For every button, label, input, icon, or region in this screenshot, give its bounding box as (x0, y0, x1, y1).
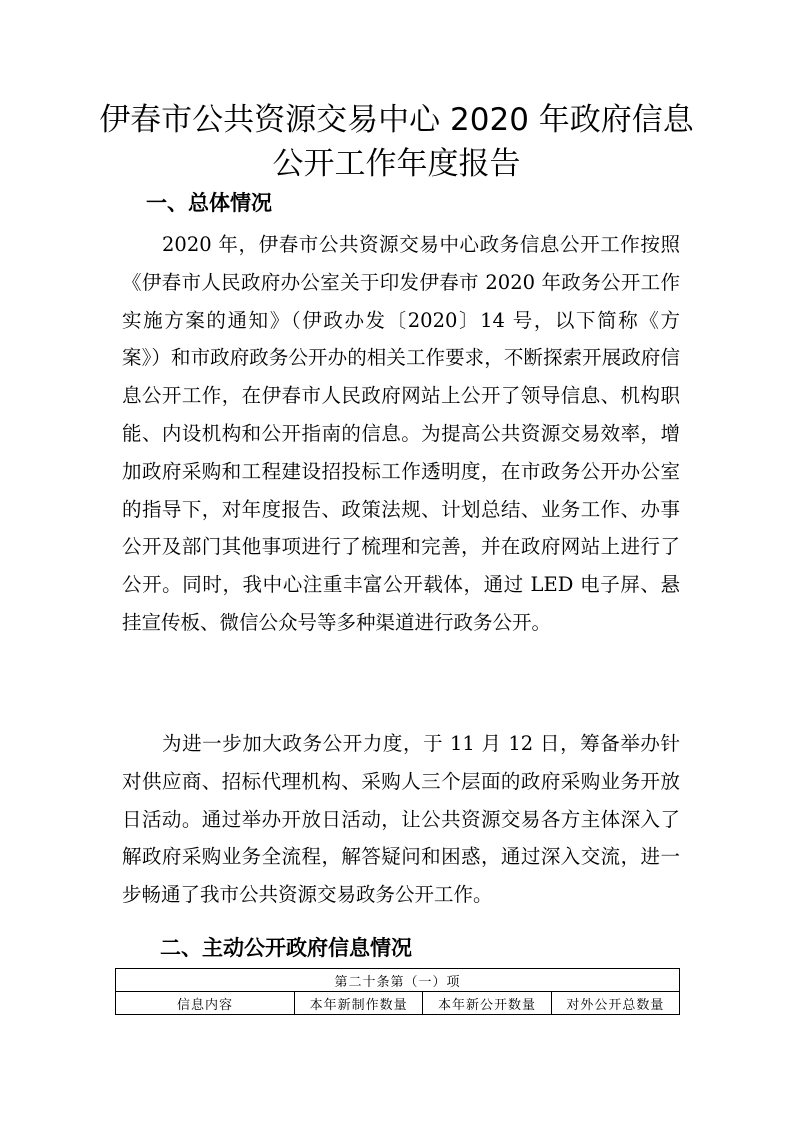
table-header-row (116, 992, 680, 1015)
overview-paragraph-2: 为进一步加大政务公开力度，于 11 月 12 日，筹备举办针对供应商、招标代理机构、采购人三个层面的政府采购业务开放日活动。通过举办开放日活动，让公共资源交易各方主体深入了解政府采购业务全流程，解答疑问和困惑，通过深入交流，进一步畅通了我市公共资源交易政务公开工作。 (122, 732, 680, 907)
table-header-cell: 信息内容 (116, 992, 295, 1015)
table-header-cell: 对外公开总数量 (551, 992, 679, 1015)
report-title-line-1: 伊春市公共资源交易中心 2020 年政府信息 (99, 102, 694, 138)
table-caption-row (116, 969, 680, 992)
disclosure-table (115, 968, 680, 1015)
table-caption: 第二十条第（一）项 (116, 969, 680, 992)
report-title-line-2: 公开工作年度报告 (272, 146, 521, 182)
table-header-cell: 本年新制作数量 (295, 992, 423, 1015)
table-header-cell: 本年新公开数量 (423, 992, 551, 1015)
overview-paragraph-1: 2020 年，伊春市公共资源交易中心政务信息公开工作按照《伊春市人民政府办公室关于印发伊春市 2020 年政务公开工作实施方案的通知》（伊政办发〔2020〕14 号，以下简称《方案》）和市政府政务公开办的相关工作要求，不断探索开展政府信息公开工作，在伊春市人民政府网站上公开了领导信息、机构职能、内设机构和公开指南的信息。为提高公共资源交易效率，增加政府采购和工程建设招投标工作透明度，在市政务公开办公室的指导下，对年度报告、政策法规、计划总结、业务工作、办事公开及部门其他事项进行了梳理和完善，并在政府网站上进行了公开。同时，我中心注重丰富公开载体，通过 LED 电子屏、悬挂宣传板、微信公众号等多种渠道进行政务公开。 (122, 233, 680, 634)
section-heading-overview: 一、总体情况 (146, 191, 272, 215)
section-heading-active-disclosure: 二、主动公开政府信息情况 (160, 936, 412, 960)
